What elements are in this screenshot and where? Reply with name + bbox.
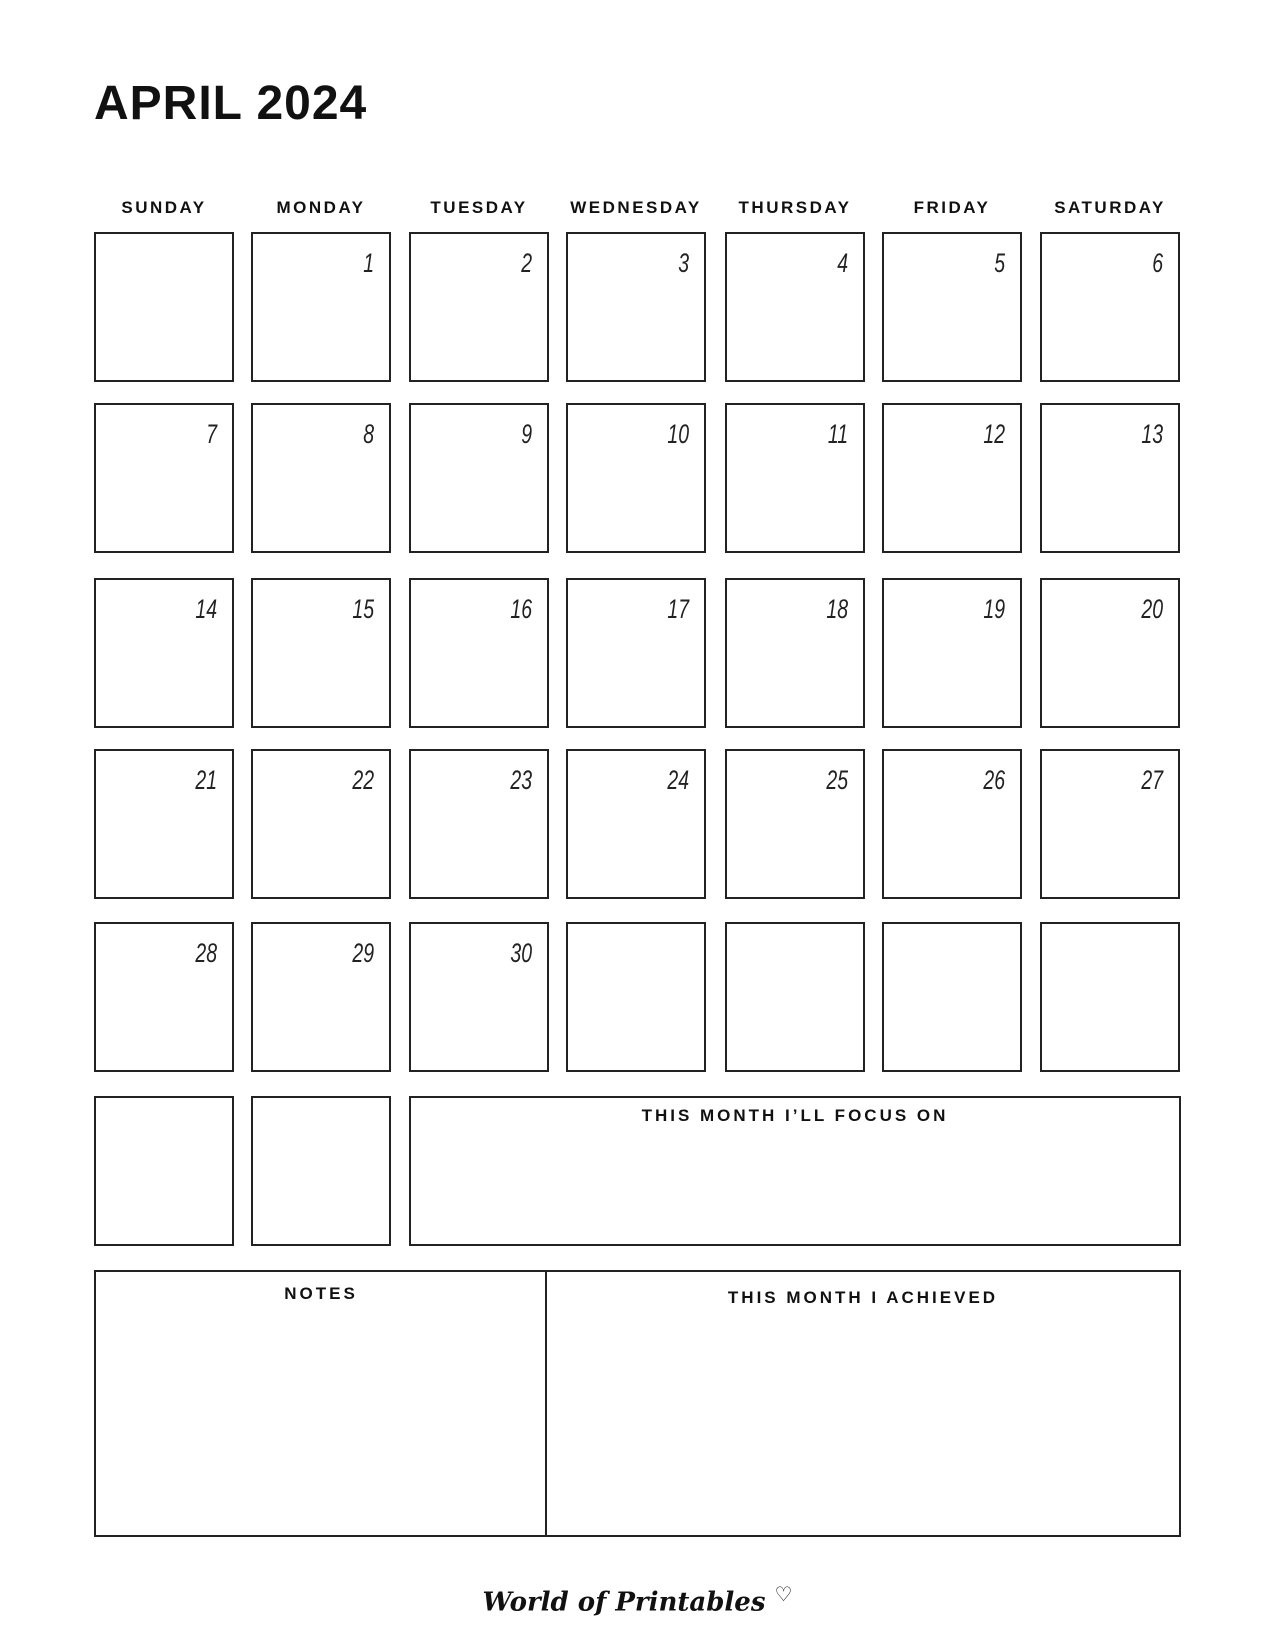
day-number: 18: [826, 594, 848, 624]
day-cell[interactable]: [566, 922, 706, 1072]
day-number: 13: [1141, 419, 1163, 449]
day-cell[interactable]: [94, 232, 234, 382]
focus-label: THIS MONTH I’LL FOCUS ON: [641, 1106, 949, 1125]
day-number: 7: [206, 419, 217, 449]
weekday-2: MONDAY: [276, 198, 366, 217]
day-number: 24: [667, 765, 689, 795]
day-number: 29: [352, 938, 374, 968]
page-title: APRIL 2024: [94, 77, 368, 130]
day-number: 25: [826, 765, 848, 795]
brand-logo: [0, 1582, 1275, 1618]
day-cell[interactable]: [566, 578, 706, 728]
day-cell[interactable]: [409, 232, 549, 382]
achieved-label: THIS MONTH I ACHIEVED: [727, 1288, 999, 1307]
heart-icon: ♡: [774, 1582, 793, 1606]
day-cell[interactable]: [882, 749, 1022, 899]
day-cell[interactable]: [882, 578, 1022, 728]
weekday-4: WEDNESDAY: [570, 198, 702, 217]
weekday-7: SATURDAY: [1054, 198, 1166, 217]
day-cell[interactable]: [725, 922, 865, 1072]
day-number: 15: [352, 594, 374, 624]
day-cell[interactable]: [94, 749, 234, 899]
day-number: 26: [983, 765, 1005, 795]
day-number: 23: [510, 765, 532, 795]
day-cell[interactable]: [725, 403, 865, 553]
day-cell[interactable]: [725, 232, 865, 382]
day-number: 1: [363, 248, 374, 278]
day-number: 3: [678, 248, 689, 278]
notes-box[interactable]: [94, 1270, 548, 1537]
day-cell[interactable]: [1040, 922, 1180, 1072]
day-cell[interactable]: [409, 403, 549, 553]
notes-label: NOTES: [284, 1284, 358, 1303]
weekday-1: SUNDAY: [121, 198, 207, 217]
day-cell[interactable]: [566, 749, 706, 899]
day-cell[interactable]: [882, 922, 1022, 1072]
day-cell[interactable]: [251, 922, 391, 1072]
day-cell[interactable]: [94, 403, 234, 553]
day-cell[interactable]: [1040, 232, 1180, 382]
day-number: 11: [827, 419, 848, 449]
day-cell[interactable]: [251, 232, 391, 382]
spare-box-1[interactable]: [94, 1096, 234, 1246]
day-cell[interactable]: [94, 578, 234, 728]
focus-box[interactable]: [409, 1096, 1181, 1246]
day-cell[interactable]: [409, 922, 549, 1072]
day-number: 20: [1141, 594, 1163, 624]
achieved-box[interactable]: [545, 1270, 1181, 1537]
day-number: 22: [352, 765, 374, 795]
day-cell[interactable]: [251, 749, 391, 899]
day-cell[interactable]: [251, 578, 391, 728]
day-number: 28: [195, 938, 217, 968]
day-number: 2: [521, 248, 532, 278]
day-number: 14: [195, 594, 217, 624]
day-number: 8: [363, 419, 374, 449]
day-number: 19: [983, 594, 1005, 624]
day-cell[interactable]: [725, 578, 865, 728]
day-cell[interactable]: [566, 232, 706, 382]
brand-text: World of Printables: [482, 1587, 766, 1618]
day-number: 5: [994, 248, 1005, 278]
day-number: 27: [1141, 765, 1163, 795]
day-number: 9: [521, 419, 532, 449]
day-number: 16: [510, 594, 532, 624]
day-number: 17: [667, 594, 689, 624]
day-cell[interactable]: [251, 403, 391, 553]
day-cell[interactable]: [882, 232, 1022, 382]
day-cell[interactable]: [1040, 749, 1180, 899]
day-number: 6: [1152, 248, 1163, 278]
day-cell[interactable]: [409, 749, 549, 899]
day-cell[interactable]: [725, 749, 865, 899]
weekday-6: FRIDAY: [913, 198, 991, 217]
day-number: 4: [837, 248, 848, 278]
day-cell[interactable]: [882, 403, 1022, 553]
weekday-5: THURSDAY: [738, 198, 852, 217]
day-number: 10: [667, 419, 689, 449]
day-cell[interactable]: [1040, 578, 1180, 728]
day-number: 21: [195, 765, 217, 795]
day-cell[interactable]: [566, 403, 706, 553]
day-number: 12: [983, 419, 1005, 449]
day-cell[interactable]: [409, 578, 549, 728]
day-cell[interactable]: [1040, 403, 1180, 553]
day-cell[interactable]: [94, 922, 234, 1072]
day-number: 30: [510, 938, 532, 968]
spare-box-2[interactable]: [251, 1096, 391, 1246]
weekday-3: TUESDAY: [430, 198, 528, 217]
